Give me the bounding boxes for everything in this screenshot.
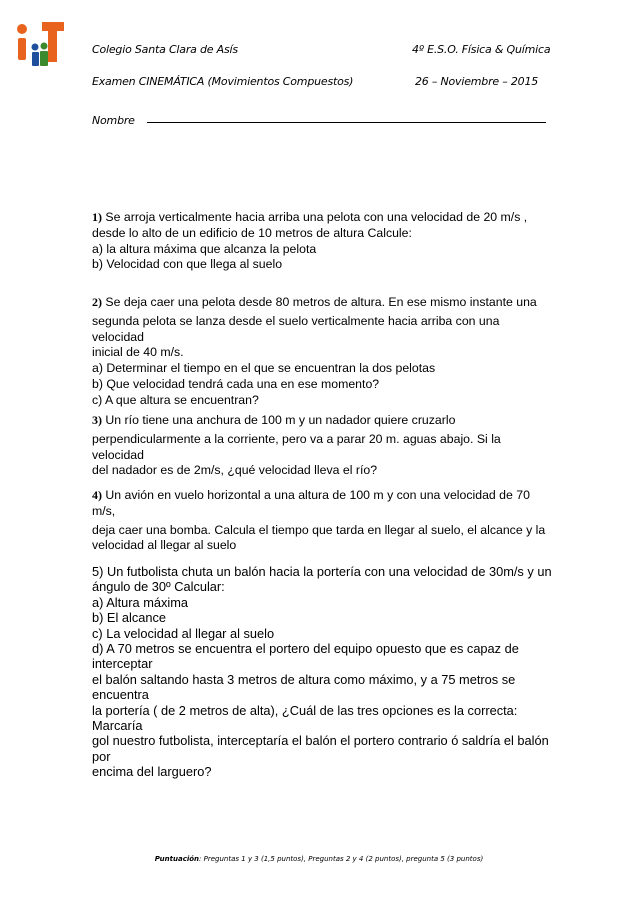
scoring-label: Puntuación: [154, 855, 200, 863]
name-underline: [147, 122, 546, 123]
question-line: deja caer una bomba. Calcula el tiempo que tarda en llegar al suelo, el alcance y la: [92, 522, 546, 537]
question-line: d) A 70 metros se encuentra el portero del equipo opuesto que es capaz de interceptar: [92, 641, 519, 672]
exam-title: Examen CINEMÁTICA (Movimientos Compuestos): [92, 75, 354, 88]
scoring-text: : Preguntas 1 y 3 (1,5 puntos), Preguntas 2 y 4 (2 puntos), pregunta 5 (3 puntos): [199, 855, 484, 863]
question-1: [92, 210, 552, 273]
question-4: [92, 488, 552, 554]
question-number: 5): [92, 564, 104, 579]
question-line: gol nuestro futbolista, interceptaría el balón el portero contrario ó saldría el balón por: [92, 733, 549, 764]
question-line: perpendicularmente a la corriente, pero va a parar 20 m. aguas abajo. Si la velocidad: [92, 431, 501, 462]
question-line: del nadador es de 2m/s, ¿qué velocidad lleva el río?: [92, 463, 378, 478]
question-line: Un río tiene una anchura de 100 m y un nadador quiere cruzarlo: [105, 413, 456, 427]
question-line: Se deja caer una pelota desde 80 metros de altura. En ese mismo instante una: [105, 295, 537, 309]
question-line: la portería ( de 2 metros de alta), ¿Cuál de las tres opciones es la correcta: Marcaría: [92, 702, 518, 734]
question-line: Un avión en vuelo horizontal a una altura de 100 m y con una velocidad de 70 m/s,: [92, 488, 530, 518]
question-line: el balón saltando hasta 3 metros de altura como máximo, y a 75 metros se encuentra: [92, 671, 516, 703]
question-line: b) Que velocidad tendrá cada una en ese momento?: [92, 376, 380, 391]
school-name: Colegio Santa Clara de Asís: [92, 43, 238, 56]
question-number: 1): [92, 210, 102, 224]
student-name-field[interactable]: [92, 111, 546, 129]
question-line: inicial de 40 m/s.: [92, 345, 184, 360]
question-line: desde lo alto de un edificio de 10 metros de altura Calcule:: [92, 225, 412, 240]
question-line: ángulo de 30º Calcular:: [92, 579, 225, 595]
question-5: [92, 564, 552, 780]
question-line: b) El alcance: [92, 610, 166, 626]
question-line: c) A que altura se encuentran?: [92, 392, 259, 407]
school-logo: [12, 14, 72, 74]
question-line: encima del larguero?: [92, 764, 212, 780]
scoring-footer: [0, 855, 638, 863]
question-number: 3): [92, 413, 102, 427]
question-line: c) La velocidad al llegar al suelo: [92, 625, 275, 641]
question-number: 2): [92, 295, 102, 309]
question-line: a) la altura máxima que alcanza la pelota: [92, 241, 317, 256]
question-line: b) Velocidad con que llega al suelo: [92, 257, 283, 272]
question-3: [92, 413, 552, 479]
question-line: segunda pelota se lanza desde el suelo verticalmente hacia arriba con una velocidad: [92, 313, 500, 344]
question-line: Se arroja verticalmente hacia arriba una pelota con una velocidad de 20 m/s ,: [105, 210, 528, 224]
exam-date: 26 – Noviembre – 2015: [415, 75, 539, 88]
name-label: Nombre: [92, 114, 135, 127]
question-2: [92, 295, 552, 409]
question-line: Un futbolista chuta un balón hacia la portería con una velocidad de 30m/s y un: [106, 564, 552, 579]
course-name: 4º E.S.O. Física & Química: [412, 43, 551, 56]
question-line: velocidad al llegar al suelo: [92, 538, 237, 553]
question-line: a) Determinar el tiempo en el que se encuentran la dos pelotas: [92, 361, 436, 376]
question-line: a) Altura máxima: [92, 594, 189, 610]
question-number: 4): [92, 488, 102, 502]
